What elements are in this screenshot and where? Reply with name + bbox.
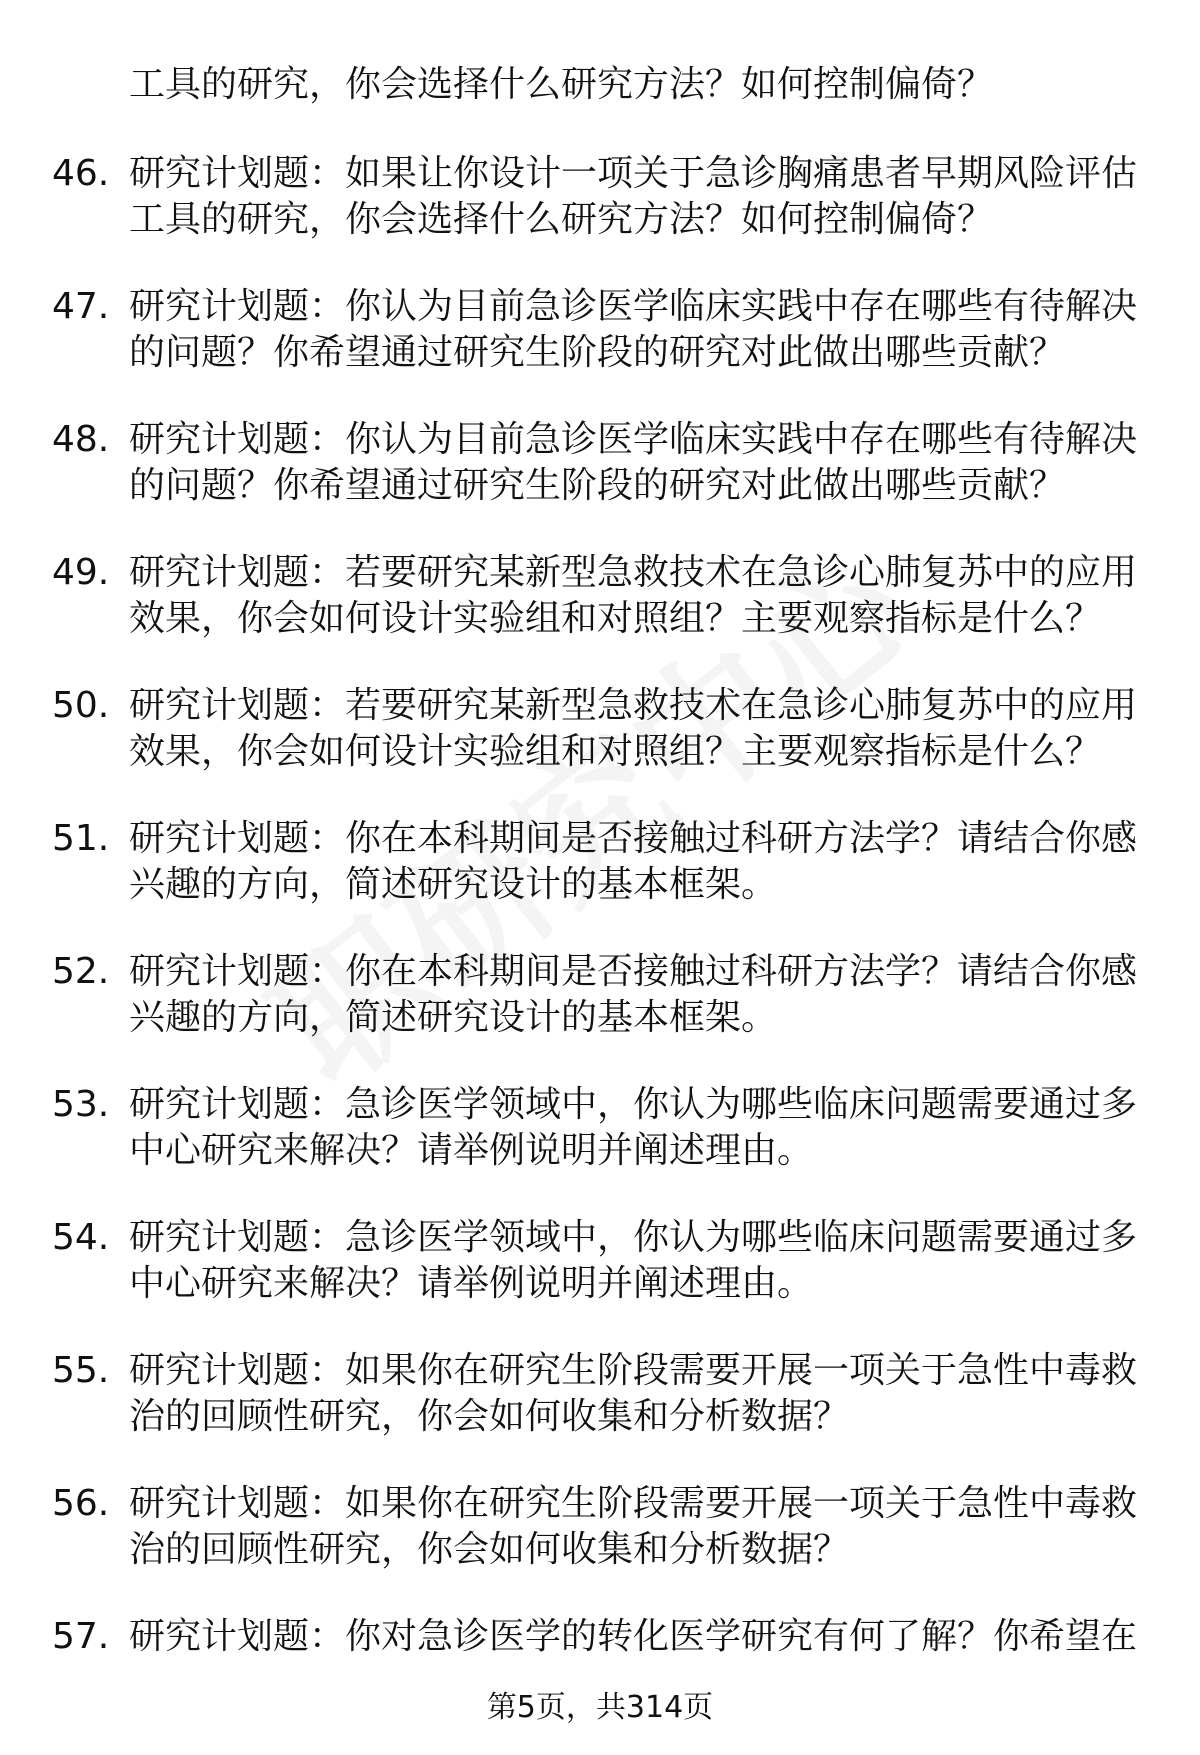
question-number: 46. xyxy=(52,153,110,194)
continuation-text: 工具的研究，你会选择什么研究方法？如何控制偏倚？ xyxy=(129,64,994,105)
question-text: 研究计划题：你认为目前急诊医学临床实践中存在哪些有待解决的问题？你希望通过研究生阶段的研究对此做出哪些贡献？ xyxy=(129,419,1138,506)
page-footer: 第5页，共314页 xyxy=(486,1690,714,1725)
question-text: 研究计划题：急诊医学领域中，你认为哪些临床问题需要通过多中心研究来解决？请举例说明并阐述理由。 xyxy=(129,1084,1138,1171)
question-number: 52. xyxy=(52,951,110,992)
question-number: 57. xyxy=(52,1616,110,1657)
question-number: 55. xyxy=(52,1350,110,1391)
question-number: 48. xyxy=(52,419,110,460)
question-text: 研究计划题：如果你在研究生阶段需要开展一项关于急性中毒救治的回顾性研究，你会如何收集和分析数据？ xyxy=(129,1350,1138,1437)
question-item xyxy=(0,1481,1200,1614)
question-text: 研究计划题：你在本科期间是否接触过科研方法学？请结合你感兴趣的方向，简述研究设计的基本框架。 xyxy=(129,818,1138,905)
question-number: 54. xyxy=(52,1217,110,1258)
question-item xyxy=(0,1348,1200,1481)
question-number: 56. xyxy=(52,1483,110,1524)
question-text: 研究计划题：急诊医学领域中，你认为哪些临床问题需要通过多中心研究来解决？请举例说明并阐述理由。 xyxy=(129,1217,1138,1304)
question-number: 49. xyxy=(52,552,110,593)
question-item xyxy=(0,949,1200,1082)
question-item xyxy=(0,151,1200,284)
question-text: 研究计划题：如果你在研究生阶段需要开展一项关于急性中毒救治的回顾性研究，你会如何收集和分析数据？ xyxy=(129,1483,1138,1570)
question-text: 研究计划题：你对急诊医学的转化医学研究有何了解？你希望在 xyxy=(129,1616,1138,1657)
question-text: 研究计划题：若要研究某新型急救技术在急诊心肺复苏中的应用效果，你会如何设计实验组和对照组？主要观察指标是什么？ xyxy=(129,552,1138,639)
question-item xyxy=(0,1082,1200,1215)
question-number: 47. xyxy=(52,286,110,327)
question-number: 51. xyxy=(52,818,110,859)
question-number: 53. xyxy=(52,1084,110,1125)
question-text: 研究计划题：如果让你设计一项关于急诊胸痛患者早期风险评估工具的研究，你会选择什么研究方法？如何控制偏倚？ xyxy=(129,153,1138,240)
question-text: 研究计划题：你在本科期间是否接触过科研方法学？请结合你感兴趣的方向，简述研究设计的基本框架。 xyxy=(129,951,1138,1038)
question-item xyxy=(0,550,1200,683)
question-list xyxy=(0,151,1200,1747)
question-number: 50. xyxy=(52,685,110,726)
question-item xyxy=(0,417,1200,550)
question-text: 研究计划题：你认为目前急诊医学临床实践中存在哪些有待解决的问题？你希望通过研究生阶段的研究对此做出哪些贡献？ xyxy=(129,286,1138,373)
question-text: 研究计划题：若要研究某新型急救技术在急诊心肺复苏中的应用效果，你会如何设计实验组和对照组？主要观察指标是什么？ xyxy=(129,685,1138,772)
question-item xyxy=(0,683,1200,816)
question-item xyxy=(0,284,1200,417)
question-item xyxy=(0,816,1200,949)
question-item xyxy=(0,1215,1200,1348)
